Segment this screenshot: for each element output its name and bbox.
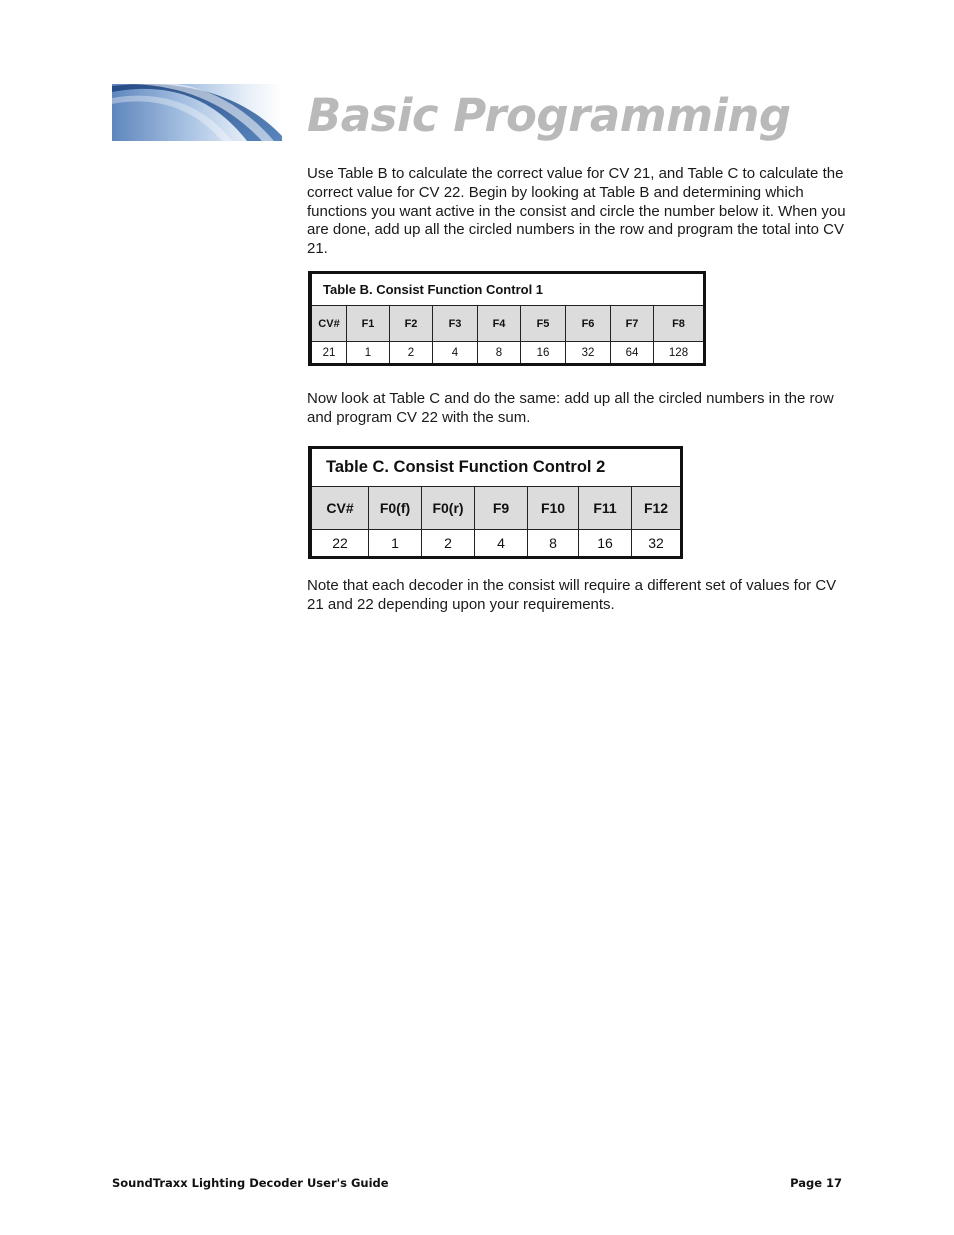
table-b-header-row xyxy=(310,306,705,342)
table-c-header-cell: F12 xyxy=(632,487,682,530)
table-b-header-cell: F6 xyxy=(566,306,611,342)
table-c-header-cell: F0(f) xyxy=(369,487,422,530)
table-b-value-cell: 16 xyxy=(521,342,566,365)
table-b-value-cell: 64 xyxy=(611,342,654,365)
table-b-value-cell: 8 xyxy=(478,342,521,365)
table-b-header-cell: F5 xyxy=(521,306,566,342)
table-c-value-row xyxy=(310,530,682,558)
footer-guide-title: SoundTraxx Lighting Decoder User's Guide xyxy=(112,1176,389,1190)
table-c-header-cell: F11 xyxy=(579,487,632,530)
table-c-value-cell: 16 xyxy=(579,530,632,558)
table-c-value-cell: 32 xyxy=(632,530,682,558)
table-b-value-cell: 21 xyxy=(310,342,347,365)
table-b-value-cell: 2 xyxy=(390,342,433,365)
table-b-value-cell: 1 xyxy=(347,342,390,365)
table-b-header-cell: F2 xyxy=(390,306,433,342)
table-b-header-cell: CV# xyxy=(310,306,347,342)
table-b-value-row xyxy=(310,342,705,365)
logo-swoosh-graphic xyxy=(112,84,282,141)
middle-paragraph: Now look at Table C and do the same: add up all the circled numbers in the row and program CV 22 with the sum. xyxy=(307,390,834,426)
table-b-header-cell: F8 xyxy=(654,306,705,342)
table-c-value-cell: 2 xyxy=(422,530,475,558)
table-c-value-cell: 22 xyxy=(310,530,369,558)
table-c-header-cell: F9 xyxy=(475,487,528,530)
table-c-caption: Table C. Consist Function Control 2 xyxy=(310,448,682,487)
intro-paragraph: Use Table B to calculate the correct value for CV 21, and Table C to calculate the correct value for CV 22. Begin by looking at Table B and determining which functions you want active in the consist and circle the number below it. When you are done, add up all the circled numbers in the row and program the total into CV 21. xyxy=(307,165,846,258)
table-b-header-cell: F3 xyxy=(433,306,478,342)
page-title: Basic Programming xyxy=(307,89,791,142)
footer-page-number: Page 17 xyxy=(790,1176,842,1190)
table-b-header-cell: F7 xyxy=(611,306,654,342)
table-c-header-row xyxy=(310,487,682,530)
table-c-value-cell: 1 xyxy=(369,530,422,558)
table-c-value-cell: 8 xyxy=(528,530,579,558)
table-b-header-cell: F4 xyxy=(478,306,521,342)
table-b-caption: Table B. Consist Function Control 1 xyxy=(310,273,705,306)
table-c-value-cell: 4 xyxy=(475,530,528,558)
table-c-header-cell: CV# xyxy=(310,487,369,530)
table-c-header-cell: F0(r) xyxy=(422,487,475,530)
table-c-header-cell: F10 xyxy=(528,487,579,530)
table-b-value-cell: 4 xyxy=(433,342,478,365)
table-b-value-cell: 32 xyxy=(566,342,611,365)
table-b-consist-function-control-1 xyxy=(308,271,706,366)
table-b-header-cell: F1 xyxy=(347,306,390,342)
table-c-consist-function-control-2 xyxy=(308,446,683,559)
note-paragraph: Note that each decoder in the consist will require a different set of values for CV 21 and 22 depending upon your requirements. xyxy=(307,577,837,613)
table-b-value-cell: 128 xyxy=(654,342,705,365)
